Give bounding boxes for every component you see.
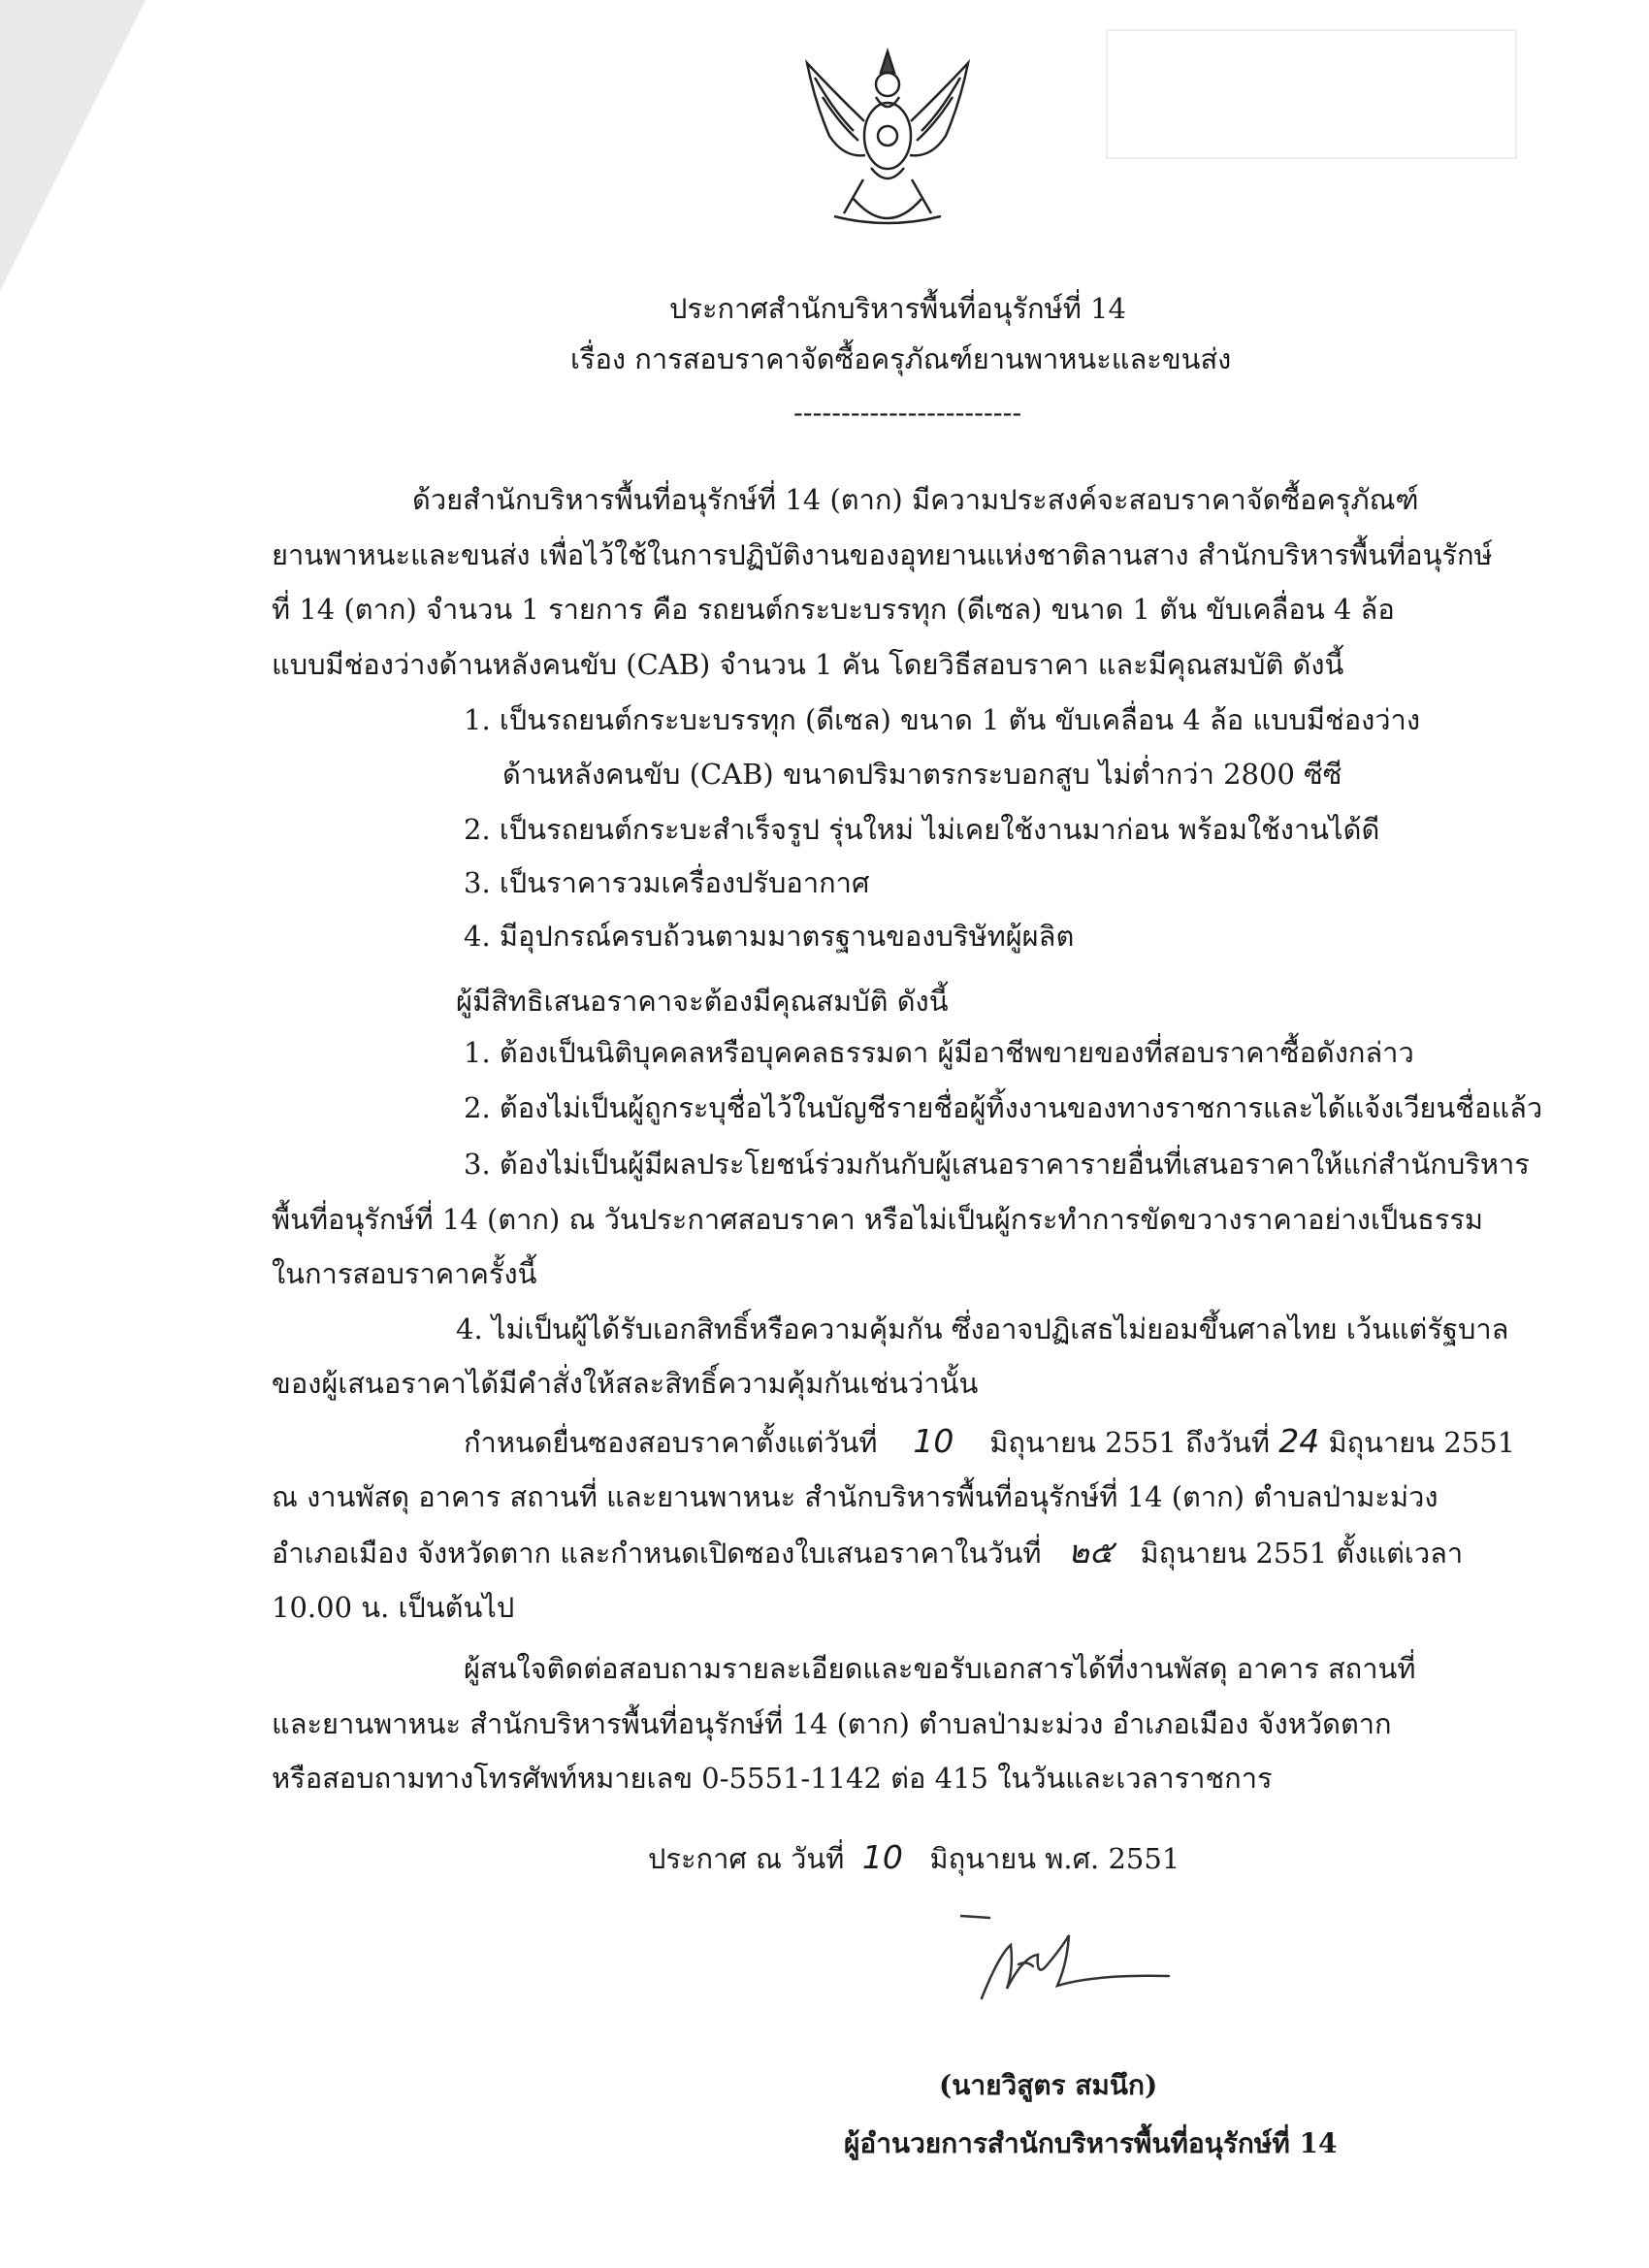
contact-line: หรือสอบถามทางโทรศัพท์หมายเลข 0-5551-1142 ต่อ 415 ในวันและเวลาราชการ (272, 1762, 1273, 1795)
document-title: ประกาศสำนักบริหารพื้นที่อนุรักษ์ที่ 14 (669, 292, 1126, 325)
signatory-name: (นายวิสูตร สมนึก) (939, 2069, 1158, 2101)
spec-item: 4. มีอุปกรณ์ครบถ้วนตามมาตรฐานของบริษัทผู้ผลิต (464, 920, 1075, 953)
title-divider: ------------------------ (793, 396, 1022, 429)
schedule-text: กำหนดยื่นซองสอบราคาตั้งแต่วันที่ (464, 1426, 878, 1459)
spec-item: 3. เป็นราคารวมเครื่องปรับอากาศ (464, 866, 870, 899)
spec-item: 1. เป็นรถยนต์กระบะบรรทุก (ดีเซล) ขนาด 1 ตัน ขับเคลื่อน 4 ล้อ แบบมีช่องว่าง (464, 703, 1420, 736)
qualification-item: 3. ต้องไม่เป็นผู้มีผลประโยชน์ร่วมกันกับผู้เสนอราคารายอื่นที่เสนอราคาให้แก่สำนักบริหาร (464, 1148, 1530, 1181)
qualification-item-continuation: ของผู้เสนอราคาได้มีคำสั่งให้สละสิทธิ์ความคุ้มกันเช่นว่านั้น (272, 1367, 979, 1400)
qualification-item-continuation: พื้นที่อนุรักษ์ที่ 14 (ตาก) ณ วันประกาศสอบราคา หรือไม่เป็นผู้กระทำการขัดขวางราคาอย่างเป็นธรรม (272, 1203, 1484, 1236)
signatory-position: ผู้อำนวยการสำนักบริหารพื้นที่อนุรักษ์ที่ 14 (844, 2127, 1338, 2159)
spec-item: 2. เป็นรถยนต์กระบะสำเร็จรูป รุ่นใหม่ ไม่เคยใช้งานมาก่อน พร้อมใช้งานได้ดี (464, 813, 1380, 846)
contact-line: ผู้สนใจติดต่อสอบถามรายละเอียดและขอรับเอกสารได้ที่งานพัสดุ อาคาร สถานที่ (464, 1652, 1416, 1685)
qualification-item-continuation: ในการสอบราคาครั้งนี้ (272, 1257, 537, 1290)
schedule-text: มิถุนายน 2551 (1328, 1426, 1516, 1459)
announce-text: ประกาศ ณ วันที่ (648, 1842, 845, 1875)
intro-line: ยานพาหนะและขนส่ง เพื่อไว้ใช้ในการปฏิบัติงานของอุทยานแห่งชาติลานสาง สำนักบริหารพื้นที่อนุรักษ์ (272, 538, 1493, 571)
handwritten-open-day: ๒๕ (1068, 1533, 1114, 1571)
schedule-line: ณ งานพัสดุ อาคาร สถานที่ และยานพาหนะ สำนักบริหารพื้นที่อนุรักษ์ที่ 14 (ตาก) ตำบลป่ามะม่วง (272, 1480, 1439, 1513)
handwritten-signature-icon (960, 1896, 1174, 2013)
qualification-item: 2. ต้องไม่เป็นผู้ถูกระบุชื่อไว้ในบัญชีรายชื่อผู้ทิ้งงานของทางราชการและได้แจ้งเวียนชื่อแล้ว (464, 1091, 1543, 1124)
schedule-line (464, 1422, 1515, 1462)
announce-text: มิถุนายน พ.ศ. 2551 (929, 1842, 1180, 1875)
garuda-emblem-icon (795, 44, 980, 238)
schedule-text: มิถุนายน 2551 ตั้งแต่เวลา (1140, 1537, 1464, 1570)
qualification-item: 4. ไม่เป็นผู้ได้รับเอกสิทธิ์หรือความคุ้มกัน ซึ่งอาจปฏิเสธไม่ยอมขึ้นศาลไทย เว้นแต่รัฐบาล (456, 1312, 1509, 1345)
intro-line: ด้วยสำนักบริหารพื้นที่อนุรักษ์ที่ 14 (ตาก) มีความประสงค์จะสอบราคาจัดซื้อครุภัณฑ์ (412, 483, 1419, 516)
announcement-date (648, 1838, 1180, 1878)
schedule-text: อำเภอเมือง จังหวัดตาก และกำหนดเปิดซองใบเสนอราคาในวันที่ (272, 1537, 1042, 1570)
intro-line: ที่ 14 (ตาก) จำนวน 1 รายการ คือ รถยนต์กระบะบรรทุก (ดีเซล) ขนาด 1 ตัน ขับเคลื่อน 4 ล้อ (272, 593, 1395, 626)
schedule-text: มิถุนายน 2551 ถึงวันที่ (989, 1426, 1271, 1459)
intro-line: แบบมีช่องว่างด้านหลังคนขับ (CAB) จำนวน 1 คัน โดยวิธีสอบราคา และมีคุณสมบัติ ดังนี้ (272, 648, 1344, 681)
handwritten-start-day: 10 (913, 1422, 954, 1460)
handwritten-end-day: 24 (1278, 1422, 1320, 1460)
bleed-through-box (1106, 29, 1517, 159)
qualification-item: 1. ต้องเป็นนิติบุคคลหรือบุคคลธรรมดา ผู้มีอาชีพขายของที่สอบราคาซื้อดังกล่าว (464, 1036, 1414, 1069)
qualification-heading: ผู้มีสิทธิเสนอราคาจะต้องมีคุณสมบัติ ดังนี้ (456, 985, 949, 1018)
schedule-line: 10.00 น. เป็นต้นไป (272, 1591, 515, 1624)
handwritten-announce-day: 10 (861, 1838, 903, 1876)
spec-item-continuation: ด้านหลังคนขับ (CAB) ขนาดปริมาตรกระบอกสูบ ไม่ต่ำกว่า 2800 ซีซี (502, 758, 1342, 791)
document-subject: เรื่อง การสอบราคาจัดซื้อครุภัณฑ์ยานพาหนะและขนส่ง (570, 342, 1232, 375)
page-fold (0, 0, 146, 291)
contact-line: และยานพาหนะ สำนักบริหารพื้นที่อนุรักษ์ที่ 14 (ตาก) ตำบลป่ามะม่วง อำเภอเมือง จังหวัดตาก (272, 1707, 1392, 1740)
schedule-line (272, 1533, 1463, 1572)
